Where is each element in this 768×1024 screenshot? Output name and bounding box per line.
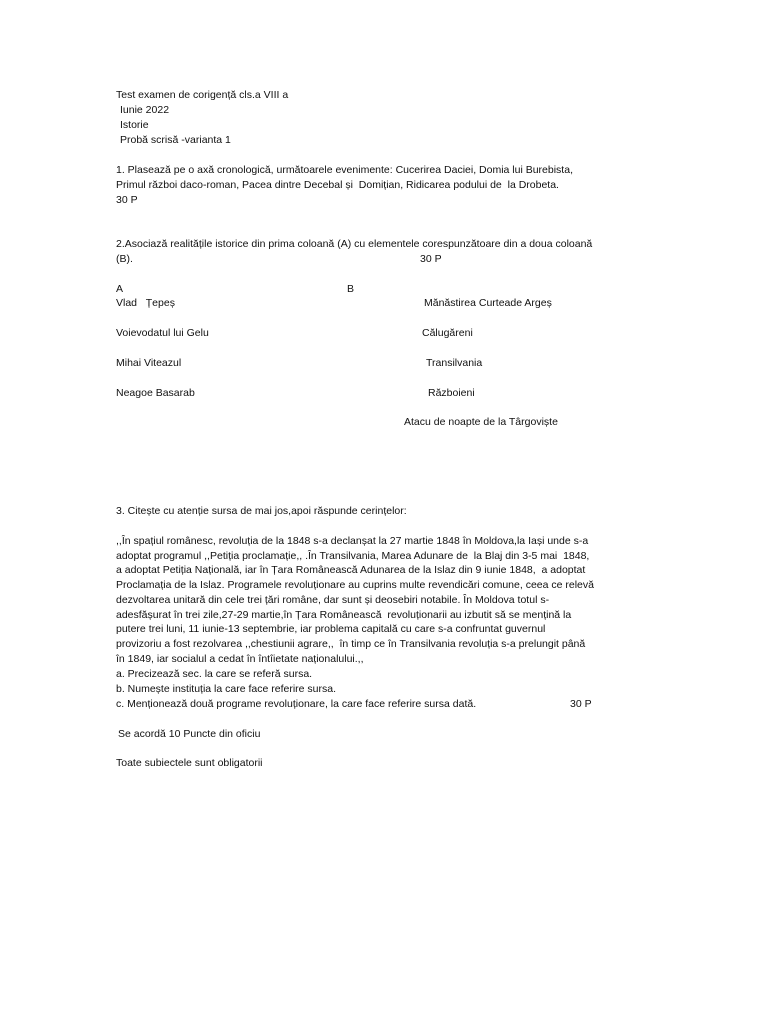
q3-task-a: a. Precizează sec. la care se referă sursa. [116, 668, 313, 680]
q3-points: 30 P [570, 698, 592, 710]
source-line: provizoriu a fost rezolvarea ,,chestiunii agrare,, în timp ce în Transilvania revoluția s-a prelungit până [116, 637, 586, 650]
exam-title: Test examen de corigență cls.a VIII a [116, 89, 289, 101]
source-line: dezvoltarea unitară din cele trei țări române, dar sunt și deosebiri notabile. În Moldova totul s- [116, 593, 550, 606]
source-line: în 1849, iar socialul a cedat în întîietate naționalului.,, [116, 652, 364, 665]
source-line: adoptat programul ,,Petiția proclamație,, .În Transilvania, Marea Adunare de la Blaj din 3-5 mai 1848, [116, 549, 590, 562]
q3-source-text [116, 534, 636, 666]
source-line: Proclamația de la Islaz. Programele revoluționare au cuprins multe revendicări comune, ceea ce relevă [116, 579, 594, 592]
q3-task-b: b. Numește instituția la care face referire sursa. [116, 683, 337, 695]
source-line: ,,În spațiul românesc, revoluția de la 1848 s-a declanșat la 27 martie 1848 în Moldova,la Iași unde s-a [116, 535, 589, 547]
source-line: adesfășurat în trei zile,27-29 martie,în Țara Românească revoluționarii au izbutit să se mențină la [116, 608, 572, 621]
column-b-item: Transilvania [426, 357, 483, 369]
exam-subject: Istorie [120, 119, 149, 131]
mandatory-note: Toate subiectele sunt obligatorii [116, 757, 263, 769]
column-a-header: A [116, 283, 124, 295]
q2-text-line1: 2.Asociază realitățile istorice din prima coloană (A) cu elementele corespunzătoare din a doua coloană [116, 238, 593, 250]
column-a-item: Mihai Viteazul [116, 357, 182, 369]
source-line: a adoptat Petiția Națională, iar în Țara Românească Adunarea de la Islaz din 9 iunie 1848, a adoptat [116, 564, 586, 577]
q2-text-line2: (B). [116, 253, 133, 265]
column-b-item: Călugăreni [422, 327, 473, 339]
q3-task-c: c. Menționează două programe revoluționare, la care face referire sursa dată. [116, 698, 477, 710]
q1-points: 30 P [116, 194, 138, 206]
bonus-points-note: Se acordă 10 Puncte din oficiu [118, 728, 261, 740]
exam-variant: Probă scrisă -varianta 1 [120, 134, 231, 146]
column-b-item: Atacu de noapte de la Târgoviște [404, 416, 558, 428]
q3-intro: 3. Citește cu atenție sursa de mai jos,apoi răspunde cerințelor: [116, 505, 407, 517]
column-b-item: Războieni [428, 387, 475, 399]
column-b-header: B [347, 283, 355, 295]
q1-text-line1: 1. Plasează pe o axă cronologică, următoarele evenimente: Cucerirea Daciei, Domia lui Burebista, [116, 164, 573, 176]
column-b-item: Mănăstirea Curteade Argeș [424, 297, 552, 309]
exam-date: Iunie 2022 [120, 104, 170, 116]
column-a-item: Voievodatul lui Gelu [116, 327, 209, 339]
source-line: putere trei luni, 11 iunie-13 septembrie, iar problema capitală cu care s-a confruntat guvernul [116, 623, 546, 636]
q2-points: 30 P [420, 253, 442, 265]
column-a-item: Neagoe Basarab [116, 387, 195, 399]
column-a-item: Vlad Țepeș [116, 297, 175, 309]
q1-text-line2: Primul război daco-roman, Pacea dintre Decebal și Domițian, Ridicarea podului de la Drobeta. [116, 179, 559, 191]
